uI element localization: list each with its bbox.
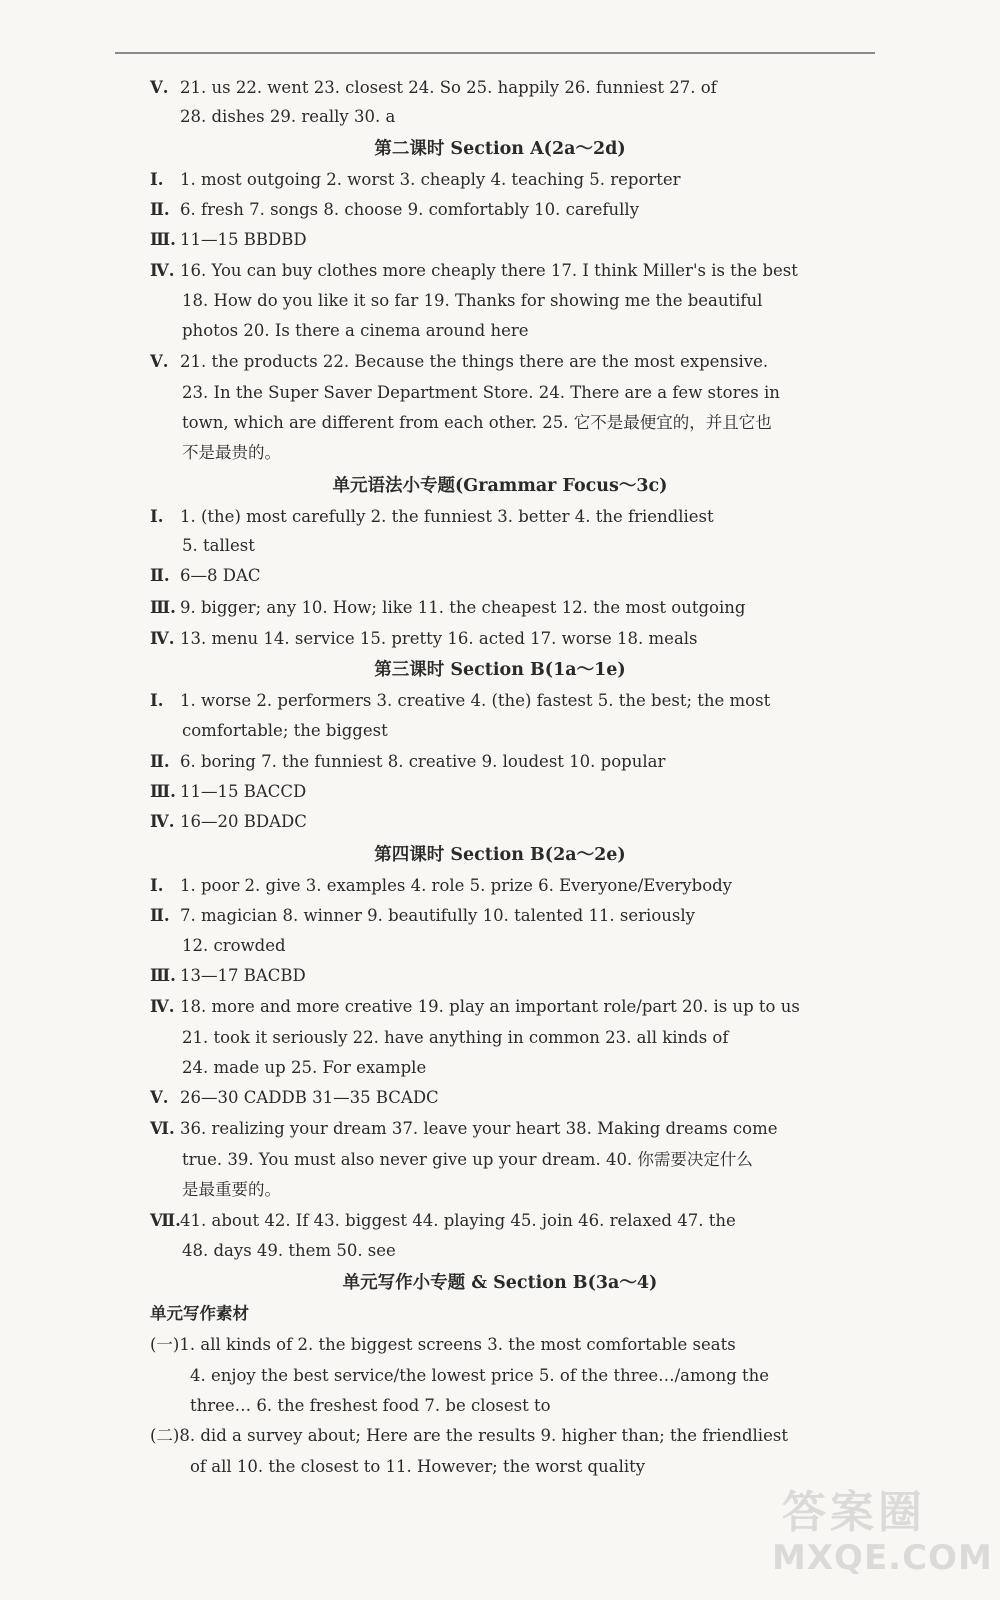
section-heading <box>0 138 1000 160</box>
answer-line <box>182 412 822 434</box>
line-text: 是最重要的。 <box>182 1180 281 1199</box>
line-text: 18. more and more creative 19. play an important role/part 20. is up to us <box>180 997 800 1016</box>
part-numeral: Ⅵ. <box>150 1119 175 1138</box>
answer-line <box>150 169 820 191</box>
line-text: 16—20 BDADC <box>180 812 307 831</box>
part-numeral: Ⅰ. <box>150 691 164 710</box>
part-numeral: Ⅶ. <box>150 1211 181 1230</box>
section-heading <box>0 659 1000 681</box>
part-numeral: Ⅰ. <box>150 507 164 526</box>
answer-line <box>150 260 820 282</box>
line-text: 6. fresh 7. songs 8. choose 9. comfortably 10. carefully <box>180 200 640 219</box>
line-text: 41. about 42. If 43. biggest 44. playing 45. join 46. relaxed 47. the <box>180 1211 736 1230</box>
line-text: 36. realizing your dream 37. leave your heart 38. Making dreams come <box>180 1119 778 1138</box>
answer-line <box>150 690 820 712</box>
part-numeral: Ⅴ. <box>150 78 169 97</box>
part-numeral: Ⅲ. <box>150 782 176 801</box>
answer-line <box>150 1334 790 1356</box>
section-heading <box>0 1272 1000 1294</box>
line-text: 第二课时 Section A(2a～2d) <box>374 139 626 159</box>
line-text: 7. magician 8. winner 9. beautifully 10. talented 11. seriously <box>180 906 695 925</box>
part-numeral: Ⅱ. <box>150 566 170 585</box>
line-text: 21. the products 22. Because the things there are the most expensive. <box>180 352 769 371</box>
line-text: 26—30 CADDB 31—35 BCADC <box>180 1088 439 1107</box>
part-numeral: Ⅴ. <box>150 352 169 371</box>
line-text: 单元写作素材 <box>150 1304 249 1323</box>
line-text: 1. (the) most carefully 2. the funniest 3. better 4. the friendliest <box>180 507 714 526</box>
line-text: 11—15 BACCD <box>180 782 307 801</box>
answer-line <box>150 597 820 619</box>
answer-line <box>150 875 820 897</box>
part-numeral: Ⅰ. <box>150 876 164 895</box>
line-text: 单元写作小专题 & Section B(3a～4) <box>342 1273 658 1293</box>
part-numeral: Ⅳ. <box>150 261 175 280</box>
line-text: 1. poor 2. give 3. examples 4. role 5. prize 6. Everyone/Everybody <box>180 876 733 895</box>
part-numeral: Ⅲ. <box>150 230 176 249</box>
answer-line <box>190 1365 830 1387</box>
answer-line <box>182 1027 822 1049</box>
section-heading <box>150 1303 790 1325</box>
part-numeral: Ⅰ. <box>150 170 164 189</box>
answer-line <box>182 1149 822 1171</box>
answer-line <box>150 506 820 528</box>
answer-line <box>150 996 820 1018</box>
answer-line <box>182 442 822 464</box>
answer-line <box>150 781 820 803</box>
line-text: 5. tallest <box>182 536 255 555</box>
answer-line <box>190 1395 830 1417</box>
line-text: 12. crowded <box>182 936 286 955</box>
answer-line <box>150 1210 820 1232</box>
watermark-en: MXQE.COM <box>772 1538 993 1578</box>
line-text: 1. worse 2. performers 3. creative 4. (the) fastest 5. the best; the most <box>180 691 771 710</box>
part-numeral: Ⅳ. <box>150 812 175 831</box>
line-text: 单元语法小专题(Grammar Focus～3c) <box>332 476 668 496</box>
line-text: 18. How do you like it so far 19. Thanks for showing me the beautiful <box>182 291 763 310</box>
line-text: (二)8. did a survey about; Here are the results 9. higher than; the friendliest <box>150 1426 788 1445</box>
line-text: three… 6. the freshest food 7. be closest to <box>190 1396 551 1415</box>
answer-line <box>150 965 820 987</box>
line-text: 11—15 BBDBD <box>180 230 307 249</box>
answer-line <box>182 290 822 312</box>
line-text: true. 39. You must also never give up your dream. 40. 你需要决定什么 <box>182 1150 753 1169</box>
line-text: photos 20. Is there a cinema around here <box>182 321 529 340</box>
answer-line <box>150 351 820 373</box>
answer-line <box>150 628 820 650</box>
answer-line <box>150 905 820 927</box>
answer-line <box>150 1118 820 1140</box>
answer-line <box>180 106 820 128</box>
answer-line <box>182 720 822 742</box>
part-numeral: Ⅴ. <box>150 1088 169 1107</box>
line-text: comfortable; the biggest <box>182 721 388 740</box>
answer-line <box>150 77 820 99</box>
watermark-cn: 答案圈 <box>782 1487 926 1538</box>
line-text: 1. most outgoing 2. worst 3. cheaply 4. teaching 5. reporter <box>180 170 681 189</box>
part-numeral: Ⅱ. <box>150 752 170 771</box>
line-text: 13. menu 14. service 15. pretty 16. acted 17. worse 18. meals <box>180 629 698 648</box>
line-text: of all 10. the closest to 11. However; the worst quality <box>190 1457 646 1476</box>
line-text: 第三课时 Section B(1a～1e) <box>374 660 626 680</box>
answer-line <box>182 1179 822 1201</box>
answer-line <box>150 811 820 833</box>
line-text: 9. bigger; any 10. How; like 11. the cheapest 12. the most outgoing <box>180 598 746 617</box>
part-numeral: Ⅳ. <box>150 997 175 1016</box>
line-text: 不是最贵的。 <box>182 443 281 462</box>
line-text: 21. took it seriously 22. have anything in common 23. all kinds of <box>182 1028 729 1047</box>
line-text: town, which are different from each other. 25. 它不是最便宜的，并且它也 <box>182 413 772 432</box>
answer-line <box>150 1087 820 1109</box>
line-text: 4. enjoy the best service/the lowest price 5. of the three…/among the <box>190 1366 770 1385</box>
answer-line <box>150 565 820 587</box>
line-text: (一)1. all kinds of 2. the biggest screens 3. the most comfortable seats <box>150 1335 736 1354</box>
line-text: 16. You can buy clothes more cheaply there 17. I think Miller's is the best <box>180 261 798 280</box>
line-text: 第四课时 Section B(2a～2e) <box>374 845 626 865</box>
part-numeral: Ⅱ. <box>150 200 170 219</box>
part-numeral: Ⅲ. <box>150 598 176 617</box>
answer-line <box>150 1425 790 1447</box>
section-heading <box>0 844 1000 866</box>
section-heading <box>0 475 1000 497</box>
answer-line <box>182 935 822 957</box>
answer-line <box>182 320 822 342</box>
answer-line <box>190 1456 830 1478</box>
line-text: 23. In the Super Saver Department Store. 24. There are a few stores in <box>182 383 780 402</box>
line-text: 13—17 BACBD <box>180 966 306 985</box>
part-numeral: Ⅲ. <box>150 966 176 985</box>
part-numeral: Ⅳ. <box>150 629 175 648</box>
line-text: 6—8 DAC <box>180 566 261 585</box>
answer-line <box>150 229 820 251</box>
line-text: 24. made up 25. For example <box>182 1058 427 1077</box>
watermark-logo <box>752 1476 993 1586</box>
line-text: 48. days 49. them 50. see <box>182 1241 396 1260</box>
answer-line <box>150 751 820 773</box>
answer-line <box>182 1240 822 1262</box>
part-numeral: Ⅱ. <box>150 906 170 925</box>
answer-line <box>182 535 822 557</box>
line-text: 21. us 22. went 23. closest 24. So 25. happily 26. funniest 27. of <box>180 78 717 97</box>
line-text: 6. boring 7. the funniest 8. creative 9. loudest 10. popular <box>180 752 666 771</box>
answer-line <box>182 1057 822 1079</box>
answer-line <box>150 199 820 221</box>
line-text: 28. dishes 29. really 30. a <box>180 107 396 126</box>
answer-line <box>182 382 822 404</box>
